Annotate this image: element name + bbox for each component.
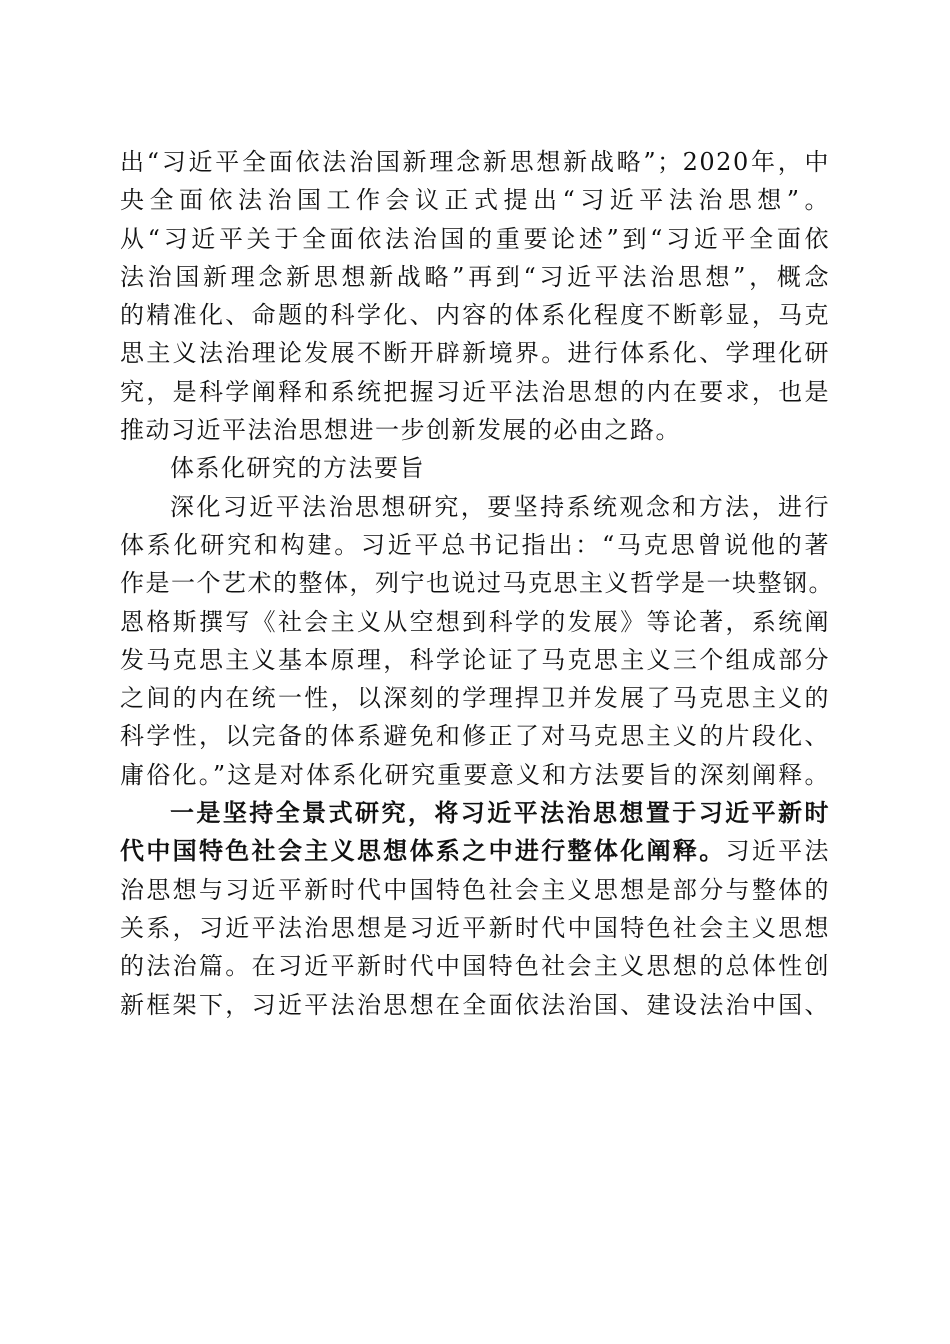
text-line: 关系，习近平法治思想是习近平新时代中国特色社会主义思想 (120, 913, 830, 942)
text-line: 思主义法治理论发展不断开辟新境界。进行体系化、学理化研 (120, 339, 830, 368)
text-line: 的法治篇。在习近平新时代中国特色社会主义思想的总体性创 (120, 952, 830, 981)
mixed-text-line (120, 832, 830, 870)
text-line: 恩格斯撰写《社会主义从空想到科学的发展》等论著，系统阐 (120, 607, 830, 636)
text-line: 庸俗化。”这是对体系化研究重要意义和方法要旨的深刻阐释。 (120, 760, 830, 789)
text-line: 从“习近平关于全面依法治国的重要论述”到“习近平全面依 (120, 224, 830, 253)
text-line: 法治国新理念新思想新战略”再到“习近平法治思想”，概念 (120, 262, 830, 291)
text-line: 发马克思主义基本原理，科学论证了马克思主义三个组成部分 (120, 645, 830, 674)
text-line: 推动习近平法治思想进一步创新发展的必由之路。 (120, 416, 681, 445)
document-body (120, 143, 834, 1024)
bold-span: 代中国特色社会主义思想体系之中进行整体化阐释。 (120, 836, 726, 866)
text-line: 作是一个艺术的整体，列宁也说过马克思主义哲学是一块整钢。 (120, 569, 834, 598)
text-line: 新框架下，习近平法治思想在全面依法治国、建设法治中国、 (120, 990, 830, 1019)
section-heading: 体系化研究的方法要旨 (170, 454, 425, 483)
text-line: 出“习近平全面依法治国新理念新思想新战略”；2020年，中 (120, 148, 830, 176)
text-line: 央全面依法治国工作会议正式提出“习近平法治思想”。 (120, 186, 830, 215)
text-line: 究，是科学阐释和系统把握习近平法治思想的内在要求，也是 (120, 377, 830, 406)
text-line: 深化习近平法治思想研究，要坚持系统观念和方法，进行 (170, 492, 830, 521)
text-line: 之间的内在统一性，以深刻的学理捍卫并发展了马克思主义的 (120, 684, 830, 713)
text-line: 科学性，以完备的体系避免和修正了对马克思主义的片段化、 (120, 722, 830, 751)
text-line: 治思想与习近平新时代中国特色社会主义思想是部分与整体的 (120, 875, 830, 904)
bold-text-line: 一是坚持全景式研究，将习近平法治思想置于习近平新时 (170, 798, 830, 828)
normal-span: 习近平法 (725, 837, 831, 866)
text-line: 体系化研究和构建。习近平总书记指出：“马克思曾说他的著 (120, 530, 830, 559)
text-line: 的精准化、命题的科学化、内容的体系化程度不断彰显，马克 (120, 301, 830, 330)
